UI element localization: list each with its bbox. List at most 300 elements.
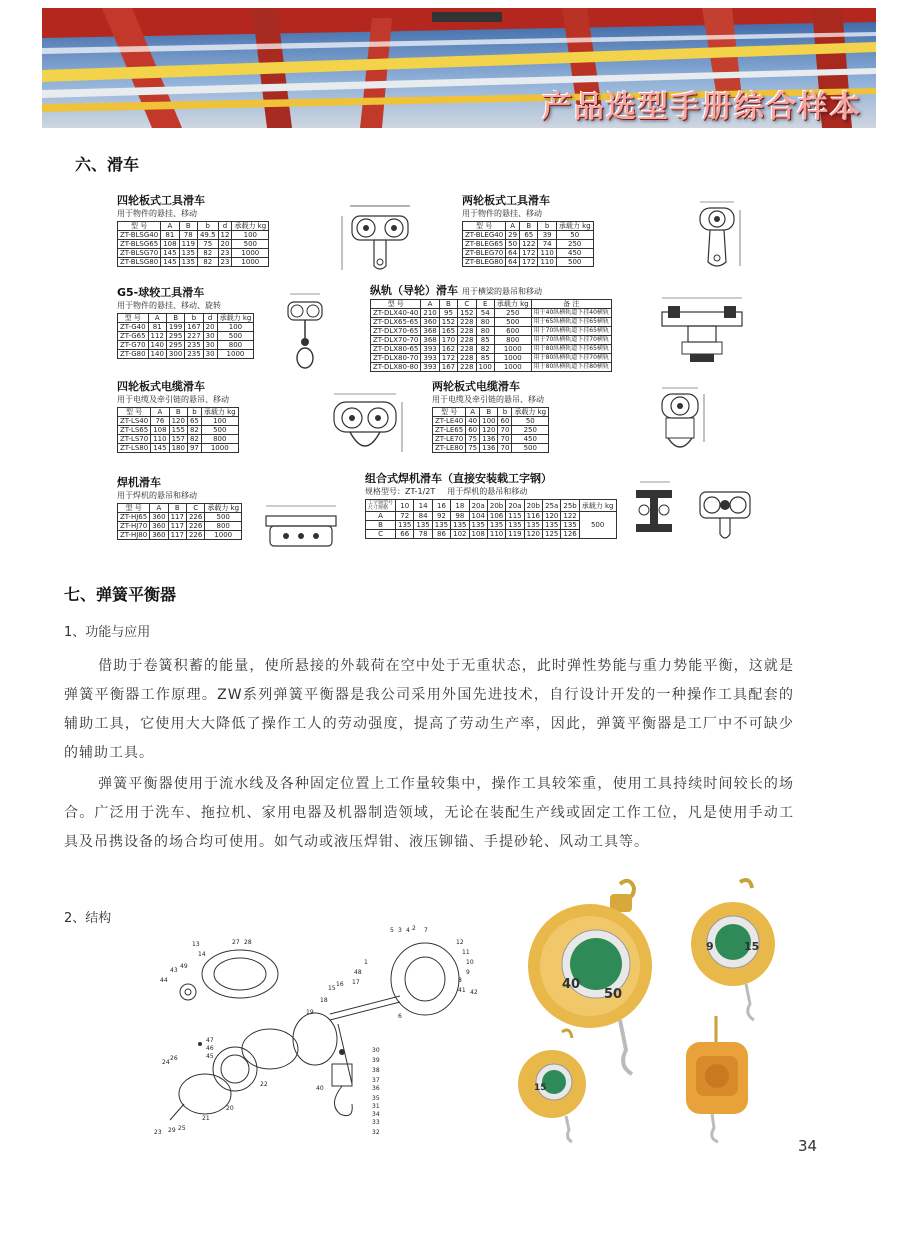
table-cell: 300 — [166, 350, 184, 359]
table-cell: 152 — [439, 318, 457, 327]
table-cell: 135 — [487, 521, 505, 530]
table-cell: 210 — [421, 309, 439, 318]
table-cell: 368 — [421, 327, 439, 336]
table-header-cell: d — [203, 314, 217, 323]
table-cell: ZT-LE40 — [433, 417, 466, 426]
product-bleg — [462, 194, 594, 267]
part-number-label: 34 — [372, 1111, 380, 1118]
table-row — [118, 323, 254, 332]
balancer-right — [691, 880, 775, 1020]
table-header-cell: E — [476, 300, 494, 309]
part-number-label: 36 — [372, 1085, 380, 1092]
table-cell: 49.5 — [197, 231, 218, 240]
table-header-cell: B — [168, 504, 186, 513]
table-cell: 228 — [458, 327, 476, 336]
table-cell: 145 — [161, 249, 179, 258]
table-cell: 165 — [439, 327, 457, 336]
table-header-cell: 承载力 kg — [205, 504, 242, 513]
table-cell: 50 — [512, 417, 549, 426]
le-drawing — [650, 382, 710, 466]
table-cell: 81 — [148, 323, 166, 332]
table-cell: 152 — [458, 309, 476, 318]
table-cell: 85 — [476, 336, 494, 345]
product-g5-desc: 用于物件的悬挂、移动、旋转 — [117, 301, 221, 310]
table-header-cell: 承载力 kg — [512, 408, 549, 417]
combo-header: 25a — [543, 500, 561, 512]
table-cell: 84 — [414, 512, 432, 521]
subsection-function: 1、功能与应用 — [64, 625, 151, 640]
table-cell: 29 — [506, 231, 520, 240]
part-number-label: 43 — [170, 967, 178, 974]
table-cell: 199 — [166, 323, 184, 332]
table-cell: ZT-LS65 — [118, 426, 151, 435]
spec-table-g5 — [117, 313, 254, 359]
table-cell: 75 — [466, 435, 480, 444]
product-bslg-name: 四轮板式工具滑车 — [117, 194, 205, 207]
part-number-label: 17 — [352, 979, 360, 986]
table-cell: 500 — [232, 240, 269, 249]
spring-balancer-photos — [500, 876, 800, 1146]
part-number-label: 18 — [320, 997, 328, 1004]
spec-table-ls — [117, 407, 239, 453]
table-cell: 135 — [451, 521, 469, 530]
part-number-label: 25 — [178, 1125, 186, 1132]
product-hj-desc: 用于焊机的悬吊和移动 — [117, 491, 197, 500]
part-number-label: 46 — [206, 1045, 214, 1052]
table-cell: 500 — [201, 426, 238, 435]
table-row — [463, 231, 594, 240]
spec-table-bleg — [462, 221, 594, 267]
combo-corner-cell — [366, 500, 396, 512]
table-cell: 72 — [396, 512, 414, 521]
combo-header: 10 — [396, 500, 414, 512]
part-number-label: 4 — [406, 927, 410, 934]
table-header-cell: A — [506, 222, 520, 231]
table-cell: 39 — [538, 231, 556, 240]
table-cell: 500 — [205, 513, 242, 522]
combo-header: 20b — [487, 500, 505, 512]
table-header-cell: 型 号 — [118, 408, 151, 417]
table-row — [118, 332, 254, 341]
table-cell: 135 — [506, 521, 524, 530]
table-row — [371, 345, 612, 354]
table-cell: 119 — [506, 530, 524, 539]
table-cell: ZT-BLSG40 — [118, 231, 161, 240]
table-cell: 12 — [218, 231, 232, 240]
table-cell: 78 — [414, 530, 432, 539]
table-row — [433, 417, 549, 426]
table-cell: 360 — [421, 318, 439, 327]
part-number-label: 47 — [206, 1037, 214, 1044]
table-row — [118, 417, 239, 426]
table-cell: 112 — [148, 332, 166, 341]
table-cell: 117 — [168, 522, 186, 531]
table-row — [371, 309, 612, 318]
table-cell: 122 — [561, 512, 579, 521]
table-cell: 227 — [185, 332, 203, 341]
table-cell: 40 — [466, 417, 480, 426]
table-cell: 250 — [494, 309, 531, 318]
paragraph-2 — [64, 770, 794, 857]
table-row — [118, 350, 254, 359]
table-header-cell: 型 号 — [463, 222, 506, 231]
table-row — [371, 363, 612, 372]
bslg-drawing — [330, 200, 430, 280]
table-header-cell: B — [166, 314, 184, 323]
table-cell: 97 — [187, 444, 201, 453]
part-number-label: 2 — [412, 925, 416, 932]
balancer-large-label-2: 50 — [604, 987, 623, 1002]
part-number-label: 26 — [170, 1055, 178, 1062]
page-number: 34 — [798, 1137, 818, 1155]
combo-corner-bottom: 尺寸规格 — [368, 504, 389, 511]
paragraph-1 — [64, 652, 794, 768]
spec-table-dlx — [370, 299, 612, 372]
table-row — [118, 249, 269, 258]
part-number-label: 28 — [244, 939, 252, 946]
table-cell: 235 — [185, 350, 203, 359]
table-cell: ZT-LS80 — [118, 444, 151, 453]
table-header-cell: A — [421, 300, 439, 309]
table-header-cell: 型 号 — [371, 300, 421, 309]
table-row — [118, 258, 269, 267]
table-header-cell: b — [185, 314, 203, 323]
table-cell: 228 — [458, 336, 476, 345]
table-cell: ZT-G40 — [118, 323, 149, 332]
table-cell: 75 — [197, 240, 218, 249]
table-cell: C — [366, 530, 396, 539]
table-cell: ZT-BLSG70 — [118, 249, 161, 258]
combo-header: 18 — [451, 500, 469, 512]
table-cell: 450 — [556, 249, 593, 258]
part-number-label: 1 — [364, 959, 368, 966]
table-cell: B — [366, 521, 396, 530]
part-number-label: 3 — [398, 927, 402, 934]
table-row — [366, 521, 617, 530]
table-header-cell: 型 号 — [118, 222, 161, 231]
table-cell: ZT-DLX40-40 — [371, 309, 421, 318]
part-number-label: 48 — [354, 969, 362, 976]
g5-drawing — [280, 288, 330, 374]
table-cell: 250 — [512, 426, 549, 435]
bleg-drawing — [688, 196, 748, 276]
table-cell: 135 — [414, 521, 432, 530]
product-bslg — [117, 194, 269, 267]
table-header-cell: 承载力 kg — [494, 300, 531, 309]
table-header-cell: C — [186, 504, 204, 513]
balancer-right-label-1: 9 — [706, 940, 714, 953]
table-cell: 172 — [439, 354, 457, 363]
table-row — [366, 530, 617, 539]
table-cell: ZT-HJ80 — [118, 531, 150, 540]
part-number-label: 42 — [470, 989, 478, 996]
table-header-cell: 型 号 — [433, 408, 466, 417]
product-dlx-name: 纵轨（导轮）滑车 — [370, 284, 458, 297]
table-cell: 140 — [148, 341, 166, 350]
table-cell: ZT-DLX80-65 — [371, 345, 421, 354]
spec-table-hj — [117, 503, 242, 540]
table-cell: 100 — [217, 323, 254, 332]
product-le — [432, 380, 549, 453]
table-cell: 23 — [218, 258, 232, 267]
table-cell: 98 — [451, 512, 469, 521]
part-number-label: 6 — [398, 1013, 402, 1020]
table-cell: 102 — [451, 530, 469, 539]
table-cell: 135 — [396, 521, 414, 530]
table-cell: 393 — [421, 363, 439, 372]
table-cell: 800 — [494, 336, 531, 345]
table-row — [118, 240, 269, 249]
table-cell: 110 — [487, 530, 505, 539]
table-cell: 140 — [148, 350, 166, 359]
table-cell: 54 — [476, 309, 494, 318]
part-number-label: 39 — [372, 1057, 380, 1064]
table-cell: 100 — [476, 363, 494, 372]
table-row — [463, 249, 594, 258]
dlx-drawing — [654, 292, 750, 372]
combo-header: 16 — [432, 500, 450, 512]
part-number-label: 16 — [336, 981, 344, 988]
table-header-cell: b — [538, 222, 556, 231]
table-cell: 117 — [168, 513, 186, 522]
table-cell: 1000 — [201, 444, 238, 453]
table-cell: 用于70纵横轨道下挂65横轨 — [531, 327, 611, 336]
table-cell: 126 — [561, 530, 579, 539]
table-cell: 172 — [520, 249, 538, 258]
section-7-title: 七、弹簧平衡器 — [64, 585, 177, 604]
table-cell: 75 — [466, 444, 480, 453]
table-cell: ZT-G80 — [118, 350, 149, 359]
part-number-label: 10 — [466, 959, 474, 966]
part-number-label: 40 — [316, 1085, 324, 1092]
subsection-structure: 2、结构 — [64, 911, 112, 926]
table-cell: 360 — [150, 531, 168, 540]
table-row — [463, 240, 594, 249]
table-cell: 65 — [187, 417, 201, 426]
table-cell: 180 — [169, 444, 187, 453]
product-dlx-desc: 用于横梁的悬吊和移动 — [462, 287, 542, 296]
balancer-right-label-2: 15 — [744, 940, 760, 953]
table-header-cell: 备 注 — [531, 300, 611, 309]
product-ls — [117, 380, 239, 453]
table-cell: ZT-BLSG65 — [118, 240, 161, 249]
table-cell: ZT-DLX65-65 — [371, 318, 421, 327]
part-number-label: 31 — [372, 1103, 380, 1110]
table-cell: 82 — [197, 258, 218, 267]
table-cell: ZT-G70 — [118, 341, 149, 350]
part-number-label: 13 — [192, 941, 200, 948]
table-header-cell: A — [466, 408, 480, 417]
table-cell: 228 — [458, 363, 476, 372]
table-header-cell: 承载力 kg — [556, 222, 593, 231]
table-cell: ZT-LS40 — [118, 417, 151, 426]
combo-header: 14 — [414, 500, 432, 512]
combo-corner-top: 工字钢型号 — [368, 499, 394, 506]
table-cell: 1000 — [217, 350, 254, 359]
table-cell: 100 — [201, 417, 238, 426]
table-cell: 92 — [432, 512, 450, 521]
combo-drawing — [630, 476, 760, 556]
table-header-cell: B — [179, 222, 197, 231]
part-number-label: 12 — [456, 939, 464, 946]
product-combo-name: 组合式焊机滑车（直接安装载工字钢） — [365, 472, 552, 485]
table-cell: 108 — [469, 530, 487, 539]
table-cell: ZT-BLEG80 — [463, 258, 506, 267]
table-cell: 95 — [439, 309, 457, 318]
table-cell: 1000 — [494, 354, 531, 363]
table-cell: 用于65纵横轨道下挂65横轨 — [531, 318, 611, 327]
table-cell: 106 — [487, 512, 505, 521]
part-number-label: 14 — [198, 951, 206, 958]
table-cell: ZT-DLX70-65 — [371, 327, 421, 336]
product-combo-desc: 用于焊机的悬吊和移动 — [447, 487, 528, 496]
table-header-cell: 承载力 kg — [232, 222, 269, 231]
part-number-label: 22 — [260, 1081, 268, 1088]
table-cell: 1000 — [232, 249, 269, 258]
table-cell: 用于80纵横轨道下挂65横轨 — [531, 345, 611, 354]
table-cell: 393 — [421, 354, 439, 363]
table-cell: 110 — [538, 258, 556, 267]
combo-header: 20b — [524, 500, 542, 512]
table-cell: ZT-LE70 — [433, 435, 466, 444]
table-cell: ZT-BLEG65 — [463, 240, 506, 249]
balancer-large — [528, 881, 652, 1074]
table-row — [371, 354, 612, 363]
table-cell: 250 — [556, 240, 593, 249]
part-number-label: 11 — [462, 949, 470, 956]
table-cell: 70 — [498, 426, 512, 435]
table-row — [118, 522, 242, 531]
product-hj-name: 焊机滑车 — [117, 476, 161, 489]
table-header-cell: B — [480, 408, 498, 417]
table-cell: 125 — [543, 530, 561, 539]
table-cell: 108 — [161, 240, 179, 249]
table-cell: 50 — [556, 231, 593, 240]
table-cell: 135 — [469, 521, 487, 530]
table-cell: 500 — [494, 318, 531, 327]
table-cell: 80 — [476, 318, 494, 327]
table-cell: 78 — [179, 231, 197, 240]
table-cell: 1000 — [232, 258, 269, 267]
table-cell: 50 — [506, 240, 520, 249]
table-cell: ZT-HJ65 — [118, 513, 150, 522]
table-cell: 70 — [498, 444, 512, 453]
table-cell: ZT-LS70 — [118, 435, 151, 444]
table-cell: 295 — [166, 332, 184, 341]
table-cell: 66 — [396, 530, 414, 539]
part-number-label: 38 — [372, 1067, 380, 1074]
table-cell: 110 — [538, 249, 556, 258]
product-g5-name: G5-球较工具滑车 — [117, 286, 205, 299]
section-6-title: 六、滑车 — [75, 155, 140, 174]
table-row — [118, 426, 239, 435]
balancer-small-label: 15 — [534, 1083, 547, 1093]
table-cell: 228 — [458, 318, 476, 327]
product-bleg-desc: 用于物件的悬挂、移动 — [462, 209, 542, 218]
product-ls-desc: 用于电缆及牵引链的悬吊、移动 — [117, 395, 229, 404]
balancer-open — [686, 1016, 748, 1142]
table-cell: ZT-G65 — [118, 332, 149, 341]
table-cell: 119 — [179, 240, 197, 249]
part-number-label: 45 — [206, 1053, 214, 1060]
table-row — [118, 435, 239, 444]
header-banner — [42, 8, 876, 128]
balancer-large-label-1: 40 — [562, 977, 581, 992]
table-cell: 23 — [218, 249, 232, 258]
table-header-cell: 承载力 kg — [217, 314, 254, 323]
table-cell: 172 — [520, 258, 538, 267]
table-cell: 360 — [150, 522, 168, 531]
table-row — [433, 435, 549, 444]
table-cell: ZT-LE80 — [433, 444, 466, 453]
table-cell: 167 — [185, 323, 203, 332]
part-number-label: 27 — [232, 939, 240, 946]
part-number-label: 7 — [424, 927, 428, 934]
table-cell: 82 — [187, 426, 201, 435]
table-row — [366, 512, 617, 521]
table-cell: 155 — [169, 426, 187, 435]
table-cell: ZT-DLX80-80 — [371, 363, 421, 372]
product-dlx — [370, 284, 612, 372]
table-row — [118, 513, 242, 522]
part-number-label: 29 — [168, 1127, 176, 1134]
table-cell: 135 — [543, 521, 561, 530]
part-number-label: 35 — [372, 1095, 380, 1102]
table-row — [118, 531, 242, 540]
table-cell: 145 — [151, 444, 169, 453]
table-cell: 162 — [439, 345, 457, 354]
table-cell: 135 — [561, 521, 579, 530]
spec-table-bslg — [117, 221, 269, 267]
table-cell: 145 — [161, 258, 179, 267]
table-cell: 74 — [538, 240, 556, 249]
table-row — [118, 341, 254, 350]
table-cell: 167 — [439, 363, 457, 372]
table-cell: 120 — [480, 426, 498, 435]
table-cell: 64 — [506, 258, 520, 267]
table-cell: 157 — [169, 435, 187, 444]
paragraph-2-text: 弹簧平衡器使用于流水线及各种固定位置上工作量较集中，操作工具较笨重，使用工具持续时间较长的场合。广泛用于洗车、拖拉机、家用电器及机器制造领域，无论在装配生产线或固定工作工位，凡是使用手动工具及吊携设备的场合均可使用。如气动或液压焊钳、液压铆锚、手提砂轮、风动工具等。 — [64, 776, 794, 850]
table-header-cell: A — [150, 504, 168, 513]
table-cell: 135 — [179, 258, 197, 267]
table-cell: 20 — [203, 323, 217, 332]
part-number-label: 20 — [226, 1105, 234, 1112]
banner-title: 产品选型手册综合样本 — [542, 90, 862, 125]
table-cell: ZT-BLSG80 — [118, 258, 161, 267]
table-cell: 100 — [480, 417, 498, 426]
table-cell: 82 — [197, 249, 218, 258]
table-cell: ZT-BLEG40 — [463, 231, 506, 240]
table-cell: 20 — [218, 240, 232, 249]
part-number-label: 23 — [154, 1129, 162, 1136]
table-cell: 1000 — [205, 531, 242, 540]
table-header-cell: B — [169, 408, 187, 417]
part-number-label: 8 — [458, 977, 462, 984]
table-header-cell: C — [458, 300, 476, 309]
table-row — [371, 336, 612, 345]
table-cell: 136 — [480, 444, 498, 453]
table-cell: 226 — [186, 522, 204, 531]
product-le-desc: 用于电缆及牵引链的悬吊、移动 — [432, 395, 544, 404]
product-hj — [117, 476, 242, 540]
table-row — [118, 231, 269, 240]
product-g5 — [117, 286, 254, 359]
table-cell: 120 — [543, 512, 561, 521]
table-row — [433, 426, 549, 435]
table-cell: 60 — [466, 426, 480, 435]
part-number-label: 19 — [306, 1009, 314, 1016]
product-combo — [365, 472, 617, 539]
